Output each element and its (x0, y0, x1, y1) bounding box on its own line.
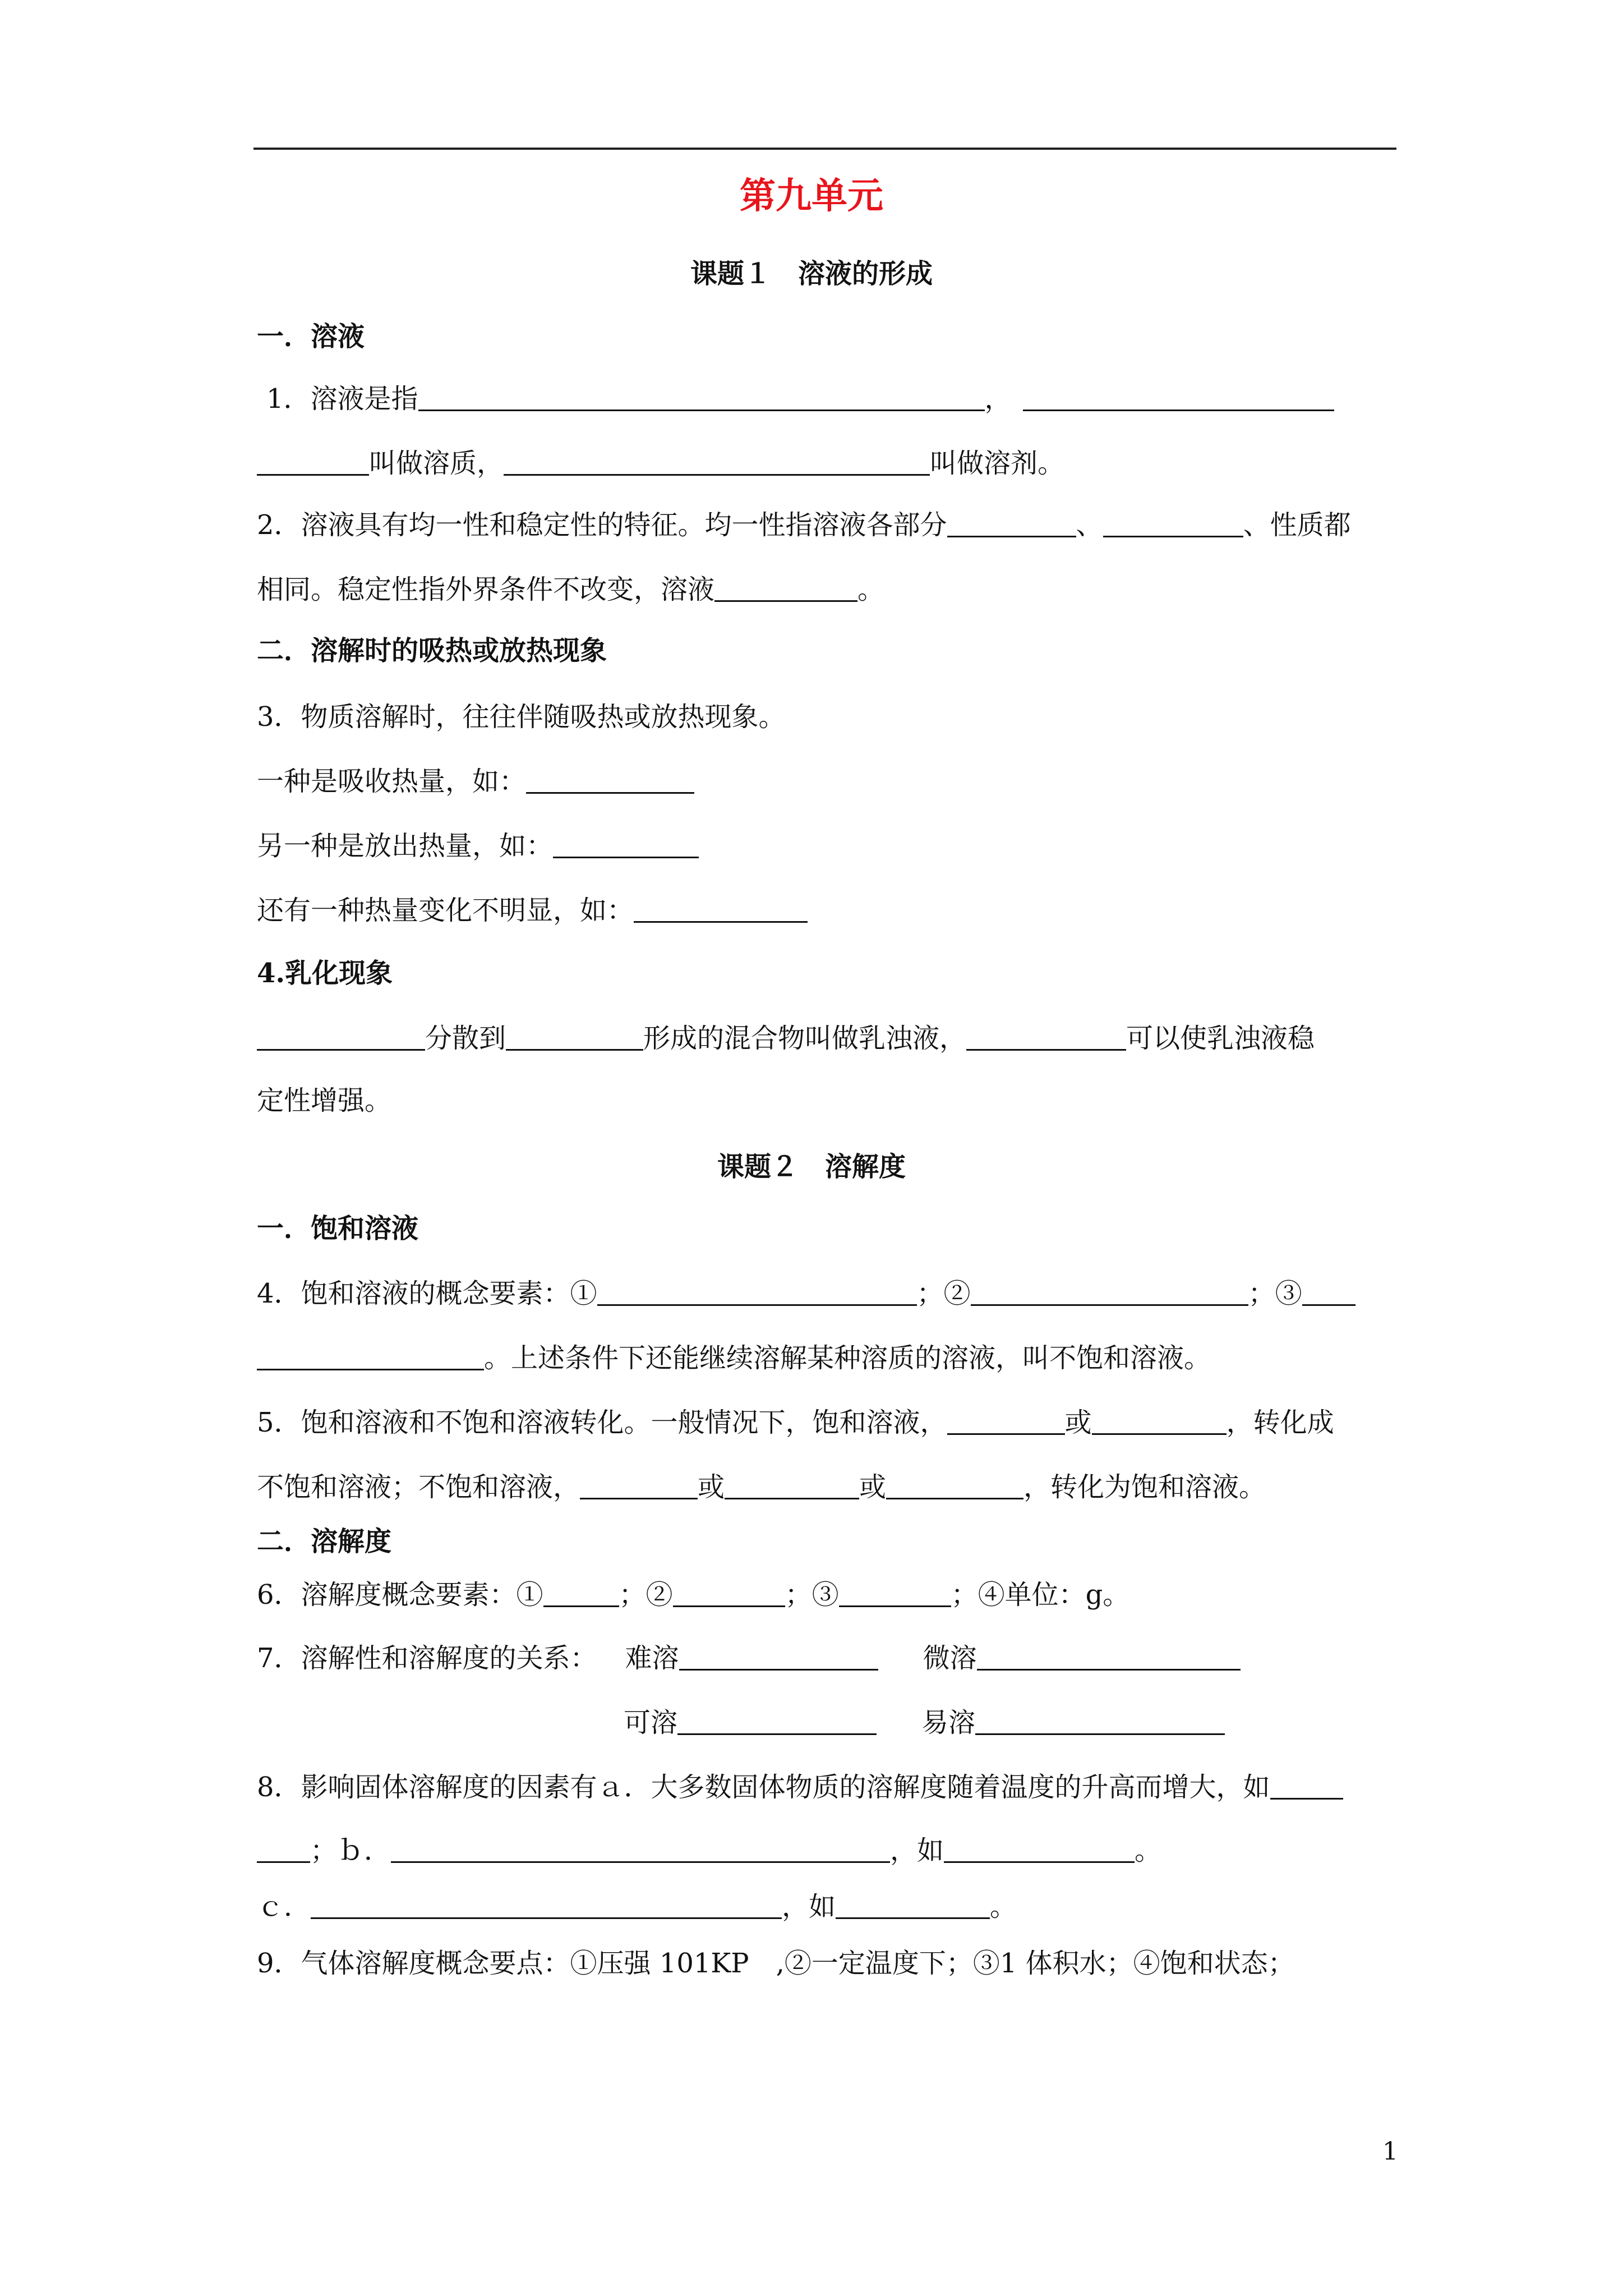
section-heading-solution: 一．溶液 (257, 321, 365, 352)
blank[interactable] (966, 1021, 1126, 1051)
question-3-release: 另一种是放出热量，如： (257, 829, 699, 863)
blank[interactable] (526, 764, 694, 794)
blank[interactable] (418, 381, 985, 411)
blank[interactable] (391, 1833, 890, 1863)
question-3-neutral: 还有一种热量变化不明显，如： (257, 893, 808, 927)
question-1-line2: 叫做溶质， 叫做溶剂。 (257, 446, 1064, 480)
blank[interactable] (553, 829, 699, 858)
blank[interactable] (504, 446, 930, 476)
question-emulsion-line2: 定性增强。 (257, 1085, 392, 1116)
question-9: 9．气体溶解度概念要点：①压强 101KP ,②一定温度下；③1 体积水；④饱和状态； (257, 1948, 1295, 1979)
page-title: 第九单元 (740, 175, 883, 217)
blank[interactable] (1023, 381, 1334, 411)
blank[interactable] (839, 1577, 951, 1607)
header-rule (253, 148, 1396, 150)
question-8-line3: ｃ． ，如 。 (257, 1889, 1017, 1924)
blank[interactable] (311, 1889, 782, 1919)
blank[interactable] (543, 1577, 619, 1607)
question-8-line1: 8．影响固体溶解度的因素有ａ．大多数固体物质的溶解度随着温度的升高而增大，如 (257, 1770, 1343, 1804)
blank[interactable] (506, 1021, 643, 1051)
blank[interactable] (580, 1470, 698, 1499)
blank[interactable] (977, 1641, 1241, 1671)
question-7-line1: 7．溶解性和溶解度的关系： 难溶 微溶 (257, 1641, 1241, 1675)
section-heading-solubility: 二．溶解度 (257, 1526, 392, 1557)
question-4-line1: 4．饱和溶液的概念要素：① ；② ；③ (257, 1276, 1355, 1310)
blank[interactable] (886, 1470, 1023, 1499)
blank[interactable] (673, 1577, 785, 1607)
blank[interactable] (944, 1833, 1135, 1863)
question-8-line2: ；ｂ． ，如 。 (257, 1833, 1161, 1867)
question-3-absorb: 一种是吸收热量，如： (257, 764, 694, 798)
blank[interactable] (1103, 508, 1243, 537)
blank[interactable] (257, 1833, 310, 1863)
blank[interactable] (257, 1021, 425, 1051)
blank[interactable] (677, 1705, 877, 1735)
blank[interactable] (836, 1889, 990, 1919)
question-5-line2: 不饱和溶液；不饱和溶液， 或 或 ，转化为饱和溶液。 (257, 1470, 1266, 1504)
blank[interactable] (257, 446, 369, 476)
blank[interactable] (1270, 1770, 1343, 1800)
blank[interactable] (1302, 1276, 1355, 1306)
blank[interactable] (947, 1405, 1065, 1435)
question-7-line2: 可溶 易溶 (624, 1705, 1225, 1740)
question-emulsion-line1: 分散到 形成的混合物叫做乳浊液， 可以使乳浊液稳 (257, 1021, 1315, 1055)
question-3: 3．物质溶解时，往往伴随吸热或放热现象。 (257, 701, 786, 733)
question-4-line2: 。上述条件下还能继续溶解某种溶质的溶液，叫不饱和溶液。 (257, 1341, 1211, 1375)
page-number: 1 (1382, 2137, 1398, 2166)
section-heading-saturated: 一．饱和溶液 (257, 1213, 419, 1244)
question-1-line1: 1．溶液是指 ， (266, 381, 1334, 416)
blank[interactable] (679, 1641, 878, 1671)
blank[interactable] (257, 1341, 484, 1370)
lesson2-heading: 课题２ 溶解度 (717, 1151, 906, 1182)
blank[interactable] (1092, 1405, 1227, 1435)
question-2-line1: 2．溶液具有均一性和稳定性的特征。均一性指溶液各部分 、 、性质都 (257, 508, 1351, 542)
blank[interactable] (971, 1276, 1248, 1306)
lesson1-heading: 课题１ 溶液的形成 (690, 258, 933, 289)
section-heading-heat: 二．溶解时的吸热或放热现象 (257, 635, 607, 666)
question-5-line1: 5．饱和溶液和不饱和溶液转化。一般情况下，饱和溶液， 或 ，转化成 (257, 1405, 1334, 1439)
blank[interactable] (947, 508, 1076, 537)
question-2-line2: 相同。稳定性指外界条件不改变，溶液 。 (257, 572, 884, 606)
blank[interactable] (975, 1705, 1225, 1735)
blank[interactable] (725, 1470, 859, 1499)
section-heading-emulsion: 4.乳化现象 (257, 958, 393, 989)
blank[interactable] (634, 893, 808, 923)
question-6: 6．溶解度概念要素：① ；② ；③ ；④单位：g。 (257, 1577, 1129, 1612)
blank[interactable] (714, 572, 857, 602)
blank[interactable] (597, 1276, 917, 1306)
